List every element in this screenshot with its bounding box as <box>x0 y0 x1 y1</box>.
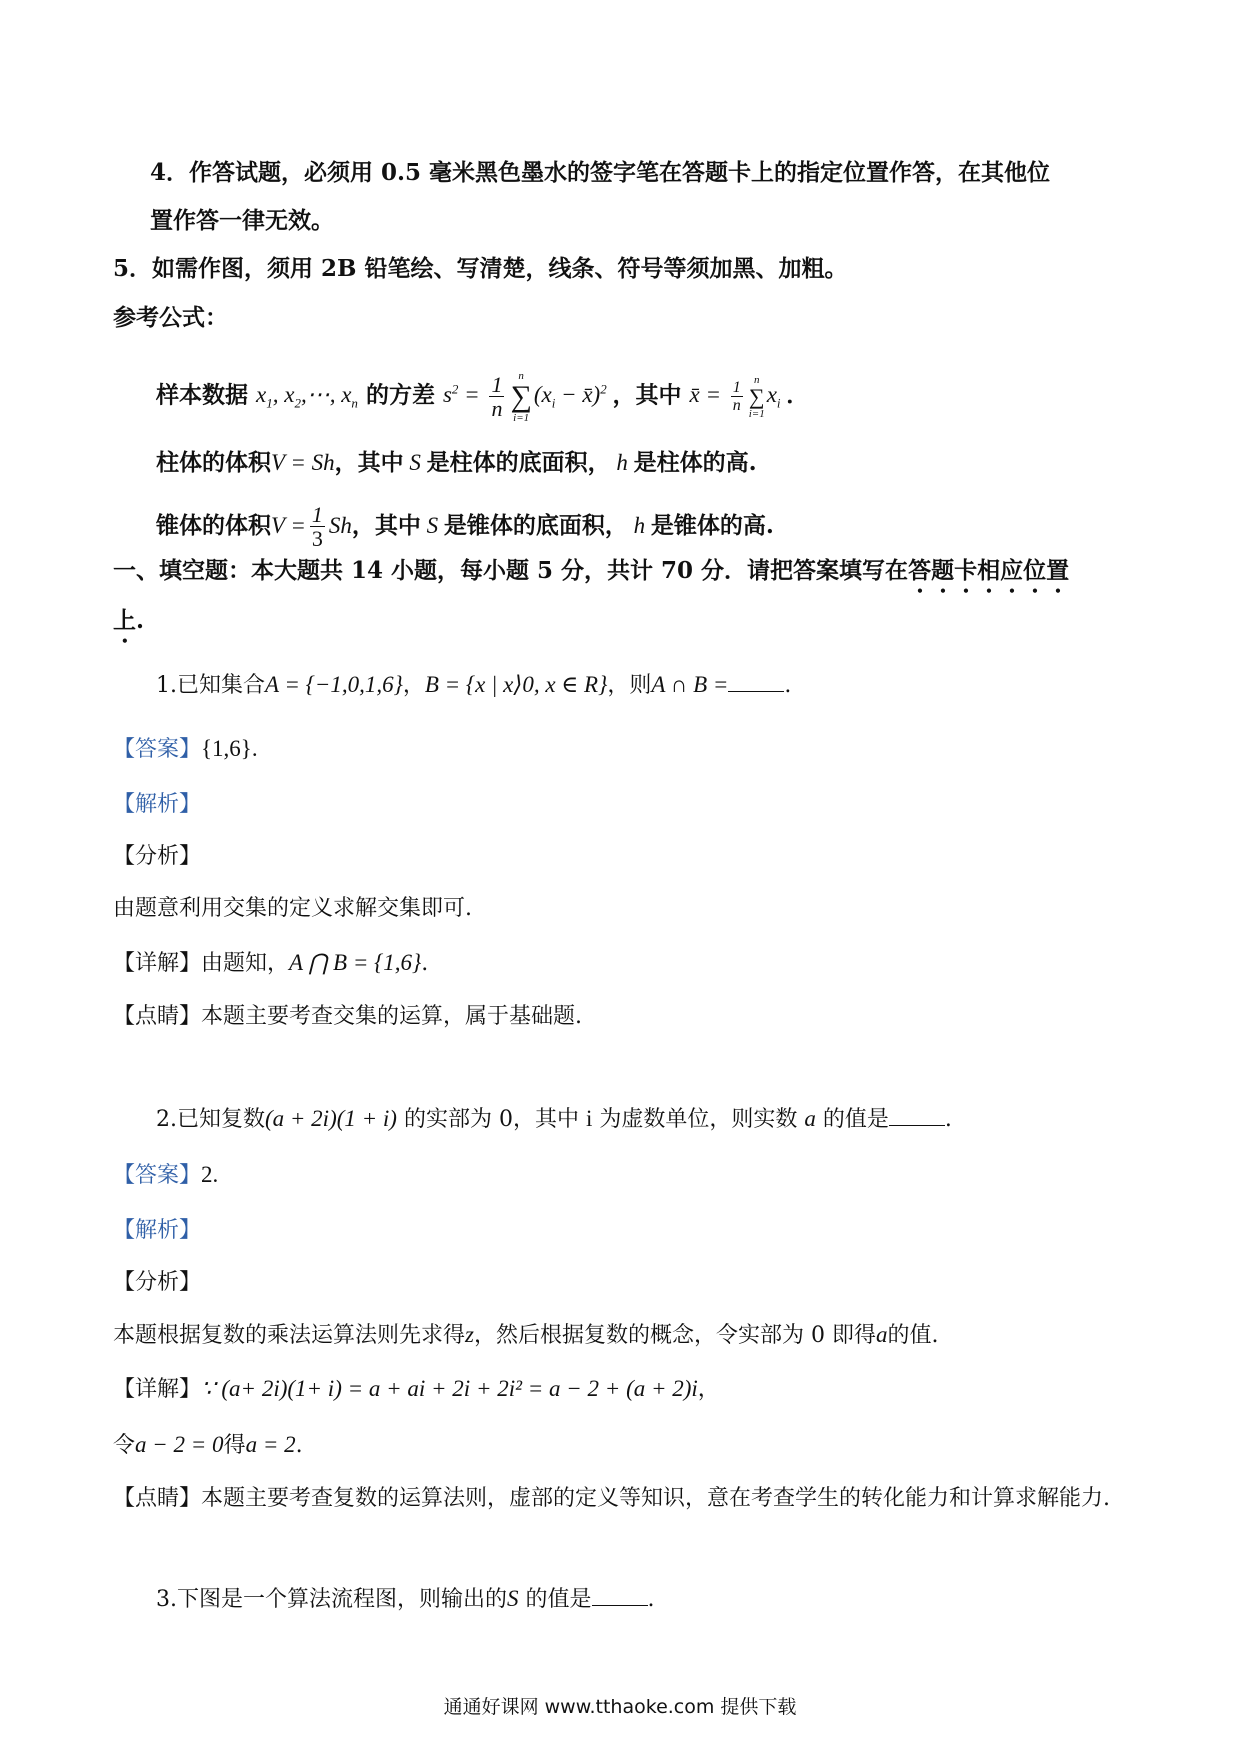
cylinder-formula: 柱体的体积V = Sh，其中 S 是柱体的底面积， h 是柱体的高. <box>156 449 757 476</box>
set-a: A = {−1,0,1,6} <box>265 672 403 697</box>
q1-fenxi-text: 由题意利用交集的定义求解交集即可. <box>113 896 472 921</box>
cyl-end: 是柱体的高. <box>633 449 757 476</box>
answer-blank <box>728 673 784 692</box>
variance-expr: $s^2$ = $\frac{1}{n}$ n ∑ i=1 ($x_i$ − x̄)$^2$ <box>442 370 607 424</box>
q2-jiexi: 【解析】 <box>113 1218 202 1243</box>
cyl-mid: ，其中 <box>334 449 404 476</box>
set-b: B = {x | x⟩0, x ∈ R} <box>424 672 608 697</box>
sample-data: $x_1$, $x_2,\cdots$, $x_n$ <box>256 382 358 411</box>
q2-xiangjie: 【详解】∵ (a+ 2i)(1+ i) = a + ai + 2i + 2i² = a − 2 + (a + 2)i， <box>113 1376 720 1402</box>
section-heading-text: 一、填空题：本大题共 14 小题，每小题 5 分，共计 70 分．请把答案填写在 <box>113 557 909 584</box>
cyl-base: 是柱体的底面积， <box>426 449 611 476</box>
answer-tag: 【答案】 <box>113 737 202 762</box>
question-2: 2.已知复数(a + 2i)(1 + i) 的实部为 0，其中 i 为虚数单位，则实数 a 的值是 . <box>156 1106 952 1132</box>
note-4-line1: 4．作答试题，必须用 0.5 毫米黑色墨水的签字笔在答题卡上的指定位置作答，在其他位 <box>150 159 1051 186</box>
cone-base: 是锥体的底面积， <box>443 511 628 539</box>
question-1: 1.已知集合A = {−1,0,1,6}，B = {x | x⟩0, x ∈ R}，则A ∩ B = . <box>156 672 792 698</box>
q1-xiangjie: 【详解】由题知，A ⋂ B = {1,6}. <box>113 950 429 976</box>
cone-prefix: 锥体的体积 <box>156 511 271 539</box>
cone-formula: 锥体的体积V = $\frac{1}{3}$ Sh，其中 S 是锥体的底面积， h 是锥体的高. <box>156 502 774 551</box>
section-heading-emphasis: 答题卡相应位置 <box>908 557 1070 584</box>
cyl-prefix: 柱体的体积 <box>156 449 271 476</box>
section-heading-emphasis-2: 上 <box>113 607 136 634</box>
q2-answer: 【答案】2. <box>113 1162 219 1188</box>
mean-expr: x̄ = $\frac{1}{n}$ n ∑ i=1 $x_i$ <box>689 374 781 420</box>
reference-formulas-title: 参考公式： <box>113 304 228 331</box>
note-4-line2: 置作答一律无效。 <box>150 207 334 234</box>
variance-prefix: 样本数据 <box>156 381 248 409</box>
q1-answer: 【答案】{1,6}. <box>113 736 258 762</box>
page-footer: 通通好课网 www.tthaoke.com 提供下载 <box>443 1696 797 1718</box>
q1-dianjing: 【点睛】本题主要考查交集的运算，属于基础题. <box>113 1004 583 1029</box>
cone-mid: ，其中 <box>351 511 421 539</box>
frac-denominator: n <box>491 395 503 421</box>
q1-jiexi: 【解析】 <box>113 792 202 817</box>
q2-dianjing: 【点睛】本题主要考查复数的运算法则，虚部的定义等知识，意在考查学生的转化能力和计算求解能力. <box>113 1486 1111 1511</box>
question-3: 3.下图是一个算法流程图，则输出的S 的值是 . <box>156 1586 655 1612</box>
cone-end: 是锥体的高. <box>650 511 774 539</box>
q2-fenxi-text: 本题根据复数的乘法运算法则先求得z，然后根据复数的概念，令实部为 0 即得a的值. <box>113 1322 939 1348</box>
answer-blank <box>889 1107 945 1126</box>
section-heading-line1 <box>113 556 1069 598</box>
cyl-expr: V = Sh <box>271 450 335 475</box>
variance-where: ，其中 <box>612 381 682 409</box>
q1-fenxi: 【分析】 <box>113 844 202 869</box>
cone-expr: V = $\frac{1}{3}$ Sh <box>271 502 352 551</box>
section-heading-line2: 上. <box>113 607 145 634</box>
intersection: A ∩ B = <box>651 672 729 697</box>
q2-ling: 令a − 2 = 0得a = 2. <box>113 1432 303 1458</box>
frac-numerator: 1 <box>491 371 503 397</box>
variance-period: ． <box>786 381 810 409</box>
variance-mid: 的方差 <box>365 381 435 409</box>
note-5: 5．如需作图，须用 2B 铅笔绘、写清楚，线条、符号等须加黑、加粗。 <box>113 255 848 282</box>
answer-blank <box>592 1587 648 1606</box>
answer-tag: 【答案】 <box>113 1163 202 1188</box>
variance-formula <box>156 370 809 424</box>
q2-fenxi: 【分析】 <box>113 1270 202 1295</box>
